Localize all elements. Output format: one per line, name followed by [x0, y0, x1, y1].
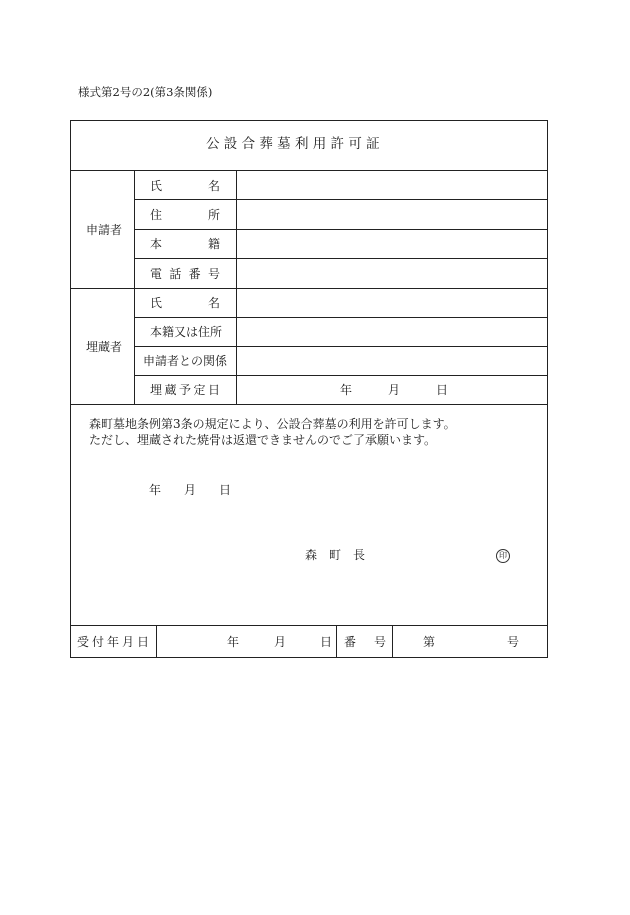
divider	[156, 625, 157, 658]
received-date-day-unit: 日	[320, 635, 333, 649]
issue-date-year-unit: 年	[149, 483, 162, 497]
divider	[134, 229, 548, 230]
applicant-address-field[interactable]	[244, 209, 540, 223]
issuer-title-char: 長	[353, 548, 366, 562]
divider	[70, 625, 548, 626]
divider	[70, 288, 548, 289]
deceased-domicile-field[interactable]	[244, 326, 540, 340]
applicant-phone-field[interactable]	[244, 268, 540, 282]
divider	[134, 375, 548, 376]
issue-date-day-unit: 日	[219, 483, 232, 497]
planned-interment-date-label: 埋 蔵 予 定 日	[150, 383, 220, 397]
page-title: 公 設 合 葬 墓 利 用 許 可 証	[206, 136, 380, 152]
number-prefix: 第	[423, 635, 436, 649]
divider	[134, 170, 135, 404]
relationship-label: 申請者との関係	[143, 354, 228, 368]
received-date-year-unit: 年	[227, 635, 240, 649]
divider	[70, 170, 548, 171]
applicant-domicile-label: 本 籍	[150, 237, 220, 251]
applicant-domicile-field[interactable]	[244, 238, 540, 252]
divider	[236, 170, 237, 404]
received-date-month-unit: 月	[274, 635, 287, 649]
applicant-group-label: 申請者	[86, 223, 123, 237]
number-label: 番 号	[344, 635, 386, 649]
divider	[134, 346, 548, 347]
number-suffix: 号	[507, 635, 520, 649]
divider	[134, 199, 548, 200]
seal-mark-icon: 印	[496, 549, 510, 563]
planned-date-month-unit: 月	[388, 383, 401, 397]
interment-group-label: 埋蔵者	[86, 340, 123, 354]
applicant-name-field[interactable]	[244, 180, 540, 194]
issuer-title-char: 町	[329, 548, 342, 562]
applicant-address-label: 住 所	[150, 208, 220, 222]
issue-date-month-unit: 月	[184, 483, 197, 497]
deceased-domicile-label: 本籍又は住所	[150, 325, 223, 339]
received-date-label: 受 付 年 月 日	[77, 635, 149, 649]
divider	[70, 404, 548, 405]
deceased-name-field[interactable]	[244, 297, 540, 311]
divider	[134, 317, 548, 318]
deceased-name-label: 氏 名	[150, 296, 220, 310]
planned-date-day-unit: 日	[436, 383, 449, 397]
issuer-title-char: 森	[305, 548, 318, 562]
planned-date-year-unit: 年	[340, 383, 353, 397]
applicant-phone-label: 電 話 番 号	[150, 267, 220, 281]
permission-text-line2: ただし、埋蔵された焼骨は返還できませんのでご了承願います。	[89, 433, 437, 447]
divider	[336, 625, 337, 658]
permit-form	[70, 120, 548, 658]
divider	[392, 625, 393, 658]
relationship-field[interactable]	[244, 355, 540, 369]
divider	[134, 258, 548, 259]
applicant-name-label: 氏 名	[150, 179, 220, 193]
form-number-label: 様式第2号の2(第3条関係)	[78, 85, 213, 99]
permission-text-line1: 森町墓地条例第3条の規定により、公設合葬墓の利用を許可します。	[89, 417, 456, 431]
